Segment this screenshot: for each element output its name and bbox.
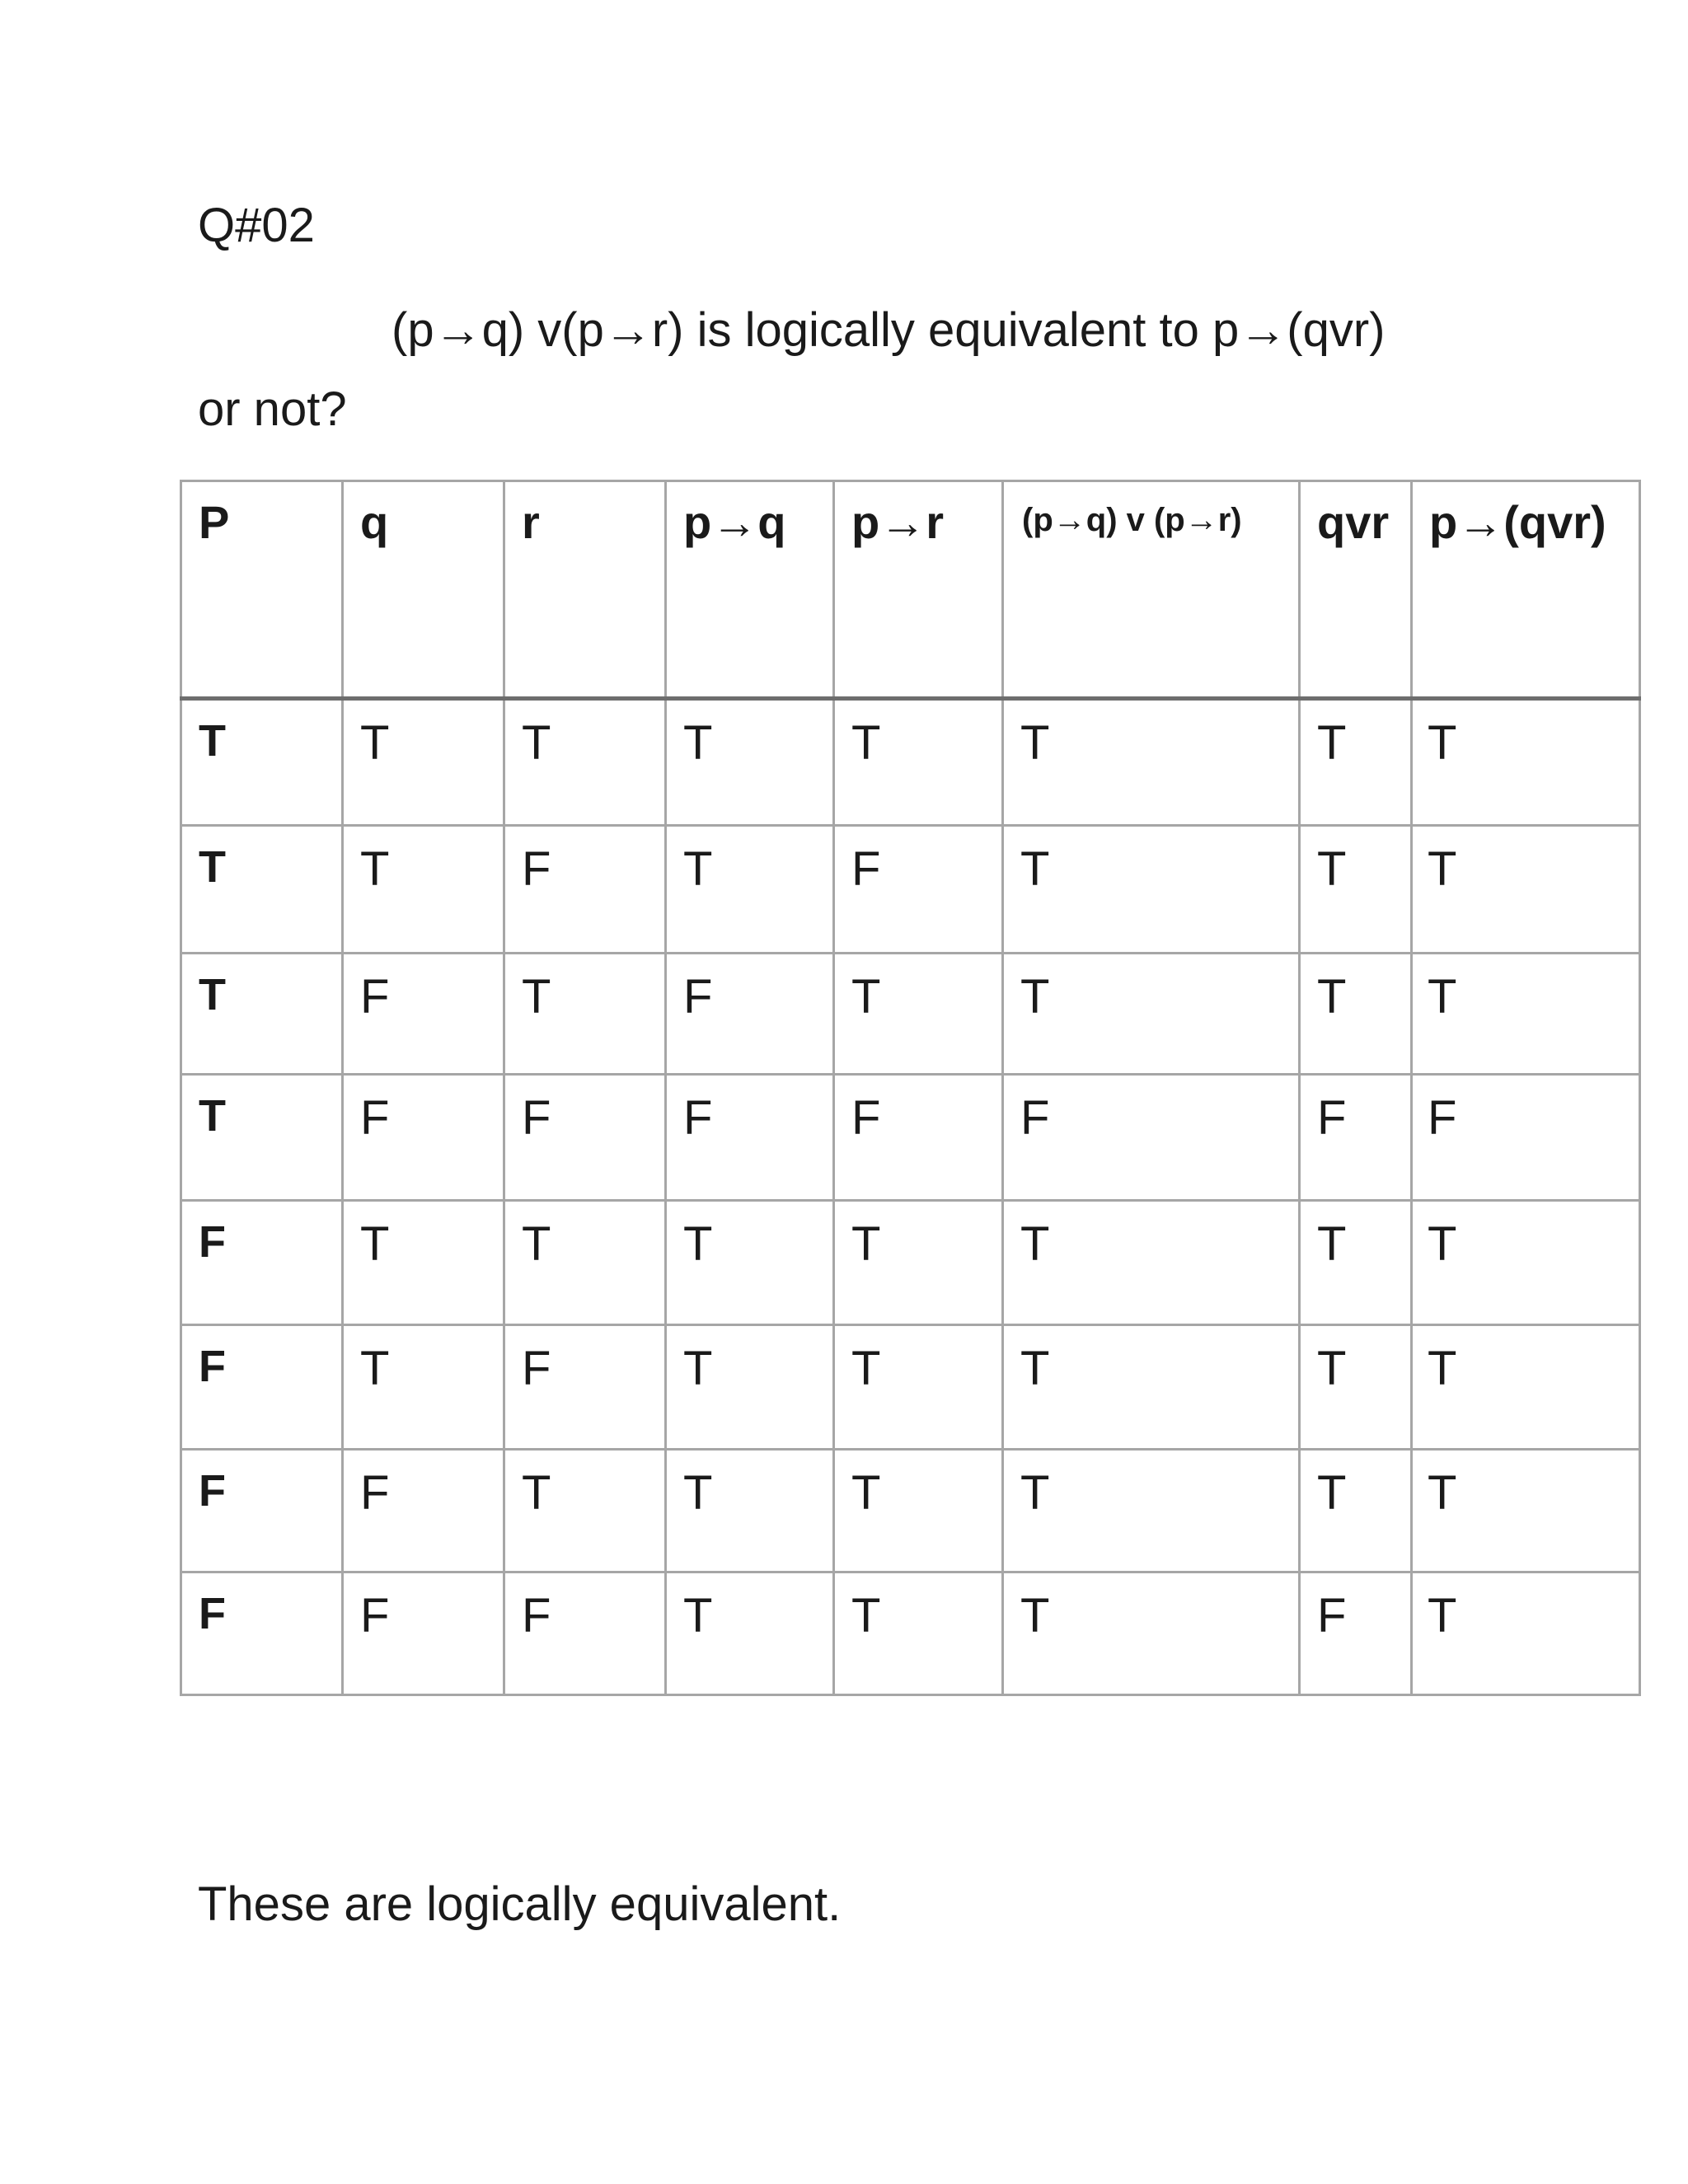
cell-p: F <box>181 1325 343 1450</box>
table-row <box>181 1075 1640 1201</box>
header-r: r <box>504 481 666 699</box>
cell-q: F <box>343 1572 504 1695</box>
cell-p-implies-q-or-r: F <box>1412 1075 1640 1201</box>
cell-q: T <box>343 1325 504 1450</box>
cell-p-implies-q-or-r: T <box>1412 1325 1640 1450</box>
cell-q-or-r: T <box>1300 826 1412 954</box>
cell-p-implies-q-or-r: T <box>1412 699 1640 826</box>
cell-p-implies-q-or-r: T <box>1412 826 1640 954</box>
cell-r: T <box>504 1450 666 1572</box>
cell-p-implies-q: T <box>666 1201 834 1325</box>
cell-q: T <box>343 826 504 954</box>
cell-p-implies-r: T <box>834 1572 1003 1695</box>
table-row <box>181 699 1640 826</box>
question-statement-continued: or not? <box>198 382 347 436</box>
cell-p-implies-q: T <box>666 699 834 826</box>
cell-q-or-r: T <box>1300 954 1412 1075</box>
cell-p-implies-q-or-r: T <box>1412 1572 1640 1695</box>
cell-p-implies-r: T <box>834 699 1003 826</box>
question-statement: (p→q) v(p→r) is logically equivalent to p→(qvr) <box>392 303 1386 357</box>
cell-p: F <box>181 1450 343 1572</box>
cell-q-or-r: T <box>1300 699 1412 826</box>
cell-p-implies-q: F <box>666 1075 834 1201</box>
cell-disjunction: T <box>1003 1450 1300 1572</box>
cell-r: F <box>504 1325 666 1450</box>
header-p-implies-q-or-r: p→(qvr) <box>1412 481 1640 699</box>
table-row <box>181 954 1640 1075</box>
table-header-row <box>181 481 1640 699</box>
cell-q: T <box>343 699 504 826</box>
cell-p-implies-q: T <box>666 1325 834 1450</box>
cell-p-implies-r: F <box>834 1075 1003 1201</box>
cell-q-or-r: T <box>1300 1201 1412 1325</box>
header-p-implies-r: p→r <box>834 481 1003 699</box>
cell-r: T <box>504 699 666 826</box>
cell-p-implies-r: T <box>834 1201 1003 1325</box>
cell-disjunction: T <box>1003 1201 1300 1325</box>
cell-q-or-r: F <box>1300 1075 1412 1201</box>
cell-p-implies-r: F <box>834 826 1003 954</box>
header-p-implies-q: p→q <box>666 481 834 699</box>
cell-q: T <box>343 1201 504 1325</box>
cell-q: F <box>343 1450 504 1572</box>
cell-disjunction: T <box>1003 1572 1300 1695</box>
cell-p: T <box>181 954 343 1075</box>
cell-p-implies-r: T <box>834 954 1003 1075</box>
cell-p-implies-q-or-r: T <box>1412 1450 1640 1572</box>
table-row <box>181 1201 1640 1325</box>
truth-table <box>180 480 1641 1696</box>
cell-disjunction: F <box>1003 1075 1300 1201</box>
cell-p-implies-q: T <box>666 1450 834 1572</box>
table-row <box>181 826 1640 954</box>
question-number: Q#02 <box>198 199 315 252</box>
table-row <box>181 1572 1640 1695</box>
table-row <box>181 1325 1640 1450</box>
header-disjunction-of-implications: (p→q) v (p→r) <box>1003 481 1300 699</box>
cell-p-implies-r: T <box>834 1450 1003 1572</box>
cell-p: F <box>181 1201 343 1325</box>
header-q: q <box>343 481 504 699</box>
cell-disjunction: T <box>1003 826 1300 954</box>
cell-p-implies-q-or-r: T <box>1412 954 1640 1075</box>
cell-p: T <box>181 699 343 826</box>
cell-q-or-r: T <box>1300 1325 1412 1450</box>
cell-p: T <box>181 1075 343 1201</box>
table-row <box>181 1450 1640 1572</box>
cell-disjunction: T <box>1003 1325 1300 1450</box>
header-p: P <box>181 481 343 699</box>
header-q-or-r: qvr <box>1300 481 1412 699</box>
cell-r: F <box>504 826 666 954</box>
cell-disjunction: T <box>1003 954 1300 1075</box>
cell-q: F <box>343 1075 504 1201</box>
cell-r: T <box>504 1201 666 1325</box>
cell-q-or-r: F <box>1300 1572 1412 1695</box>
conclusion-text: These are logically equivalent. <box>198 1877 842 1931</box>
cell-p-implies-q: T <box>666 1572 834 1695</box>
cell-p: T <box>181 826 343 954</box>
cell-q-or-r: T <box>1300 1450 1412 1572</box>
cell-r: F <box>504 1572 666 1695</box>
cell-p-implies-q-or-r: T <box>1412 1201 1640 1325</box>
cell-p: F <box>181 1572 343 1695</box>
cell-p-implies-q: F <box>666 954 834 1075</box>
cell-p-implies-q: T <box>666 826 834 954</box>
cell-p-implies-r: T <box>834 1325 1003 1450</box>
cell-r: F <box>504 1075 666 1201</box>
cell-q: F <box>343 954 504 1075</box>
cell-r: T <box>504 954 666 1075</box>
cell-disjunction: T <box>1003 699 1300 826</box>
